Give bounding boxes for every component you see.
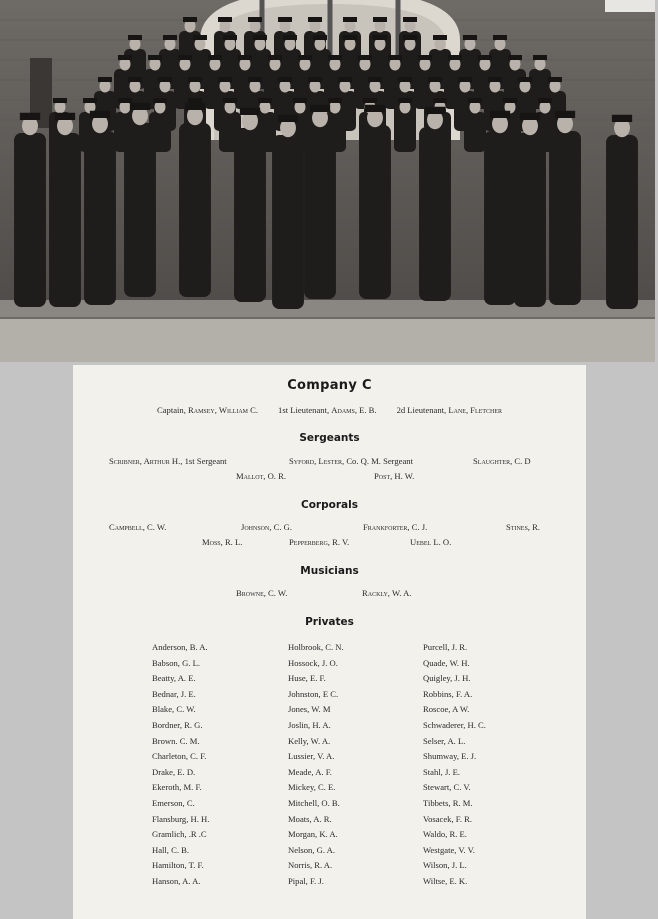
private-entry: Quigley, J. H.	[423, 673, 471, 684]
private-entry: Johnston, E C.	[288, 688, 339, 699]
private-entry: Morgan, K. A.	[288, 829, 338, 840]
private-entry: Brown. C. M.	[152, 735, 200, 746]
private-entry: Jones, W. M	[288, 704, 331, 715]
corporal-entry: Frankforter, C. J.	[363, 522, 428, 532]
cadet-figure	[419, 107, 451, 301]
private-entry: Flansburg, H. H.	[152, 813, 210, 824]
cadet-figure	[514, 113, 546, 307]
officer-rank: 1st Lieutenant,	[278, 405, 330, 415]
private-entry: Emerson, C.	[152, 797, 195, 808]
company-photograph	[0, 0, 655, 362]
private-entry: Meade, A. F.	[288, 766, 332, 777]
private-entry: Selser, A. L.	[423, 735, 466, 746]
private-entry: Vosacek, F. R.	[423, 813, 473, 824]
private-entry: Pipal, F. J.	[288, 875, 324, 886]
sergeant-role: Co. Q. M. Sergeant	[346, 456, 413, 466]
cadet-figure	[484, 111, 516, 305]
private-entry: Moats, A. R.	[288, 813, 332, 824]
private-entry: Drake, E. D.	[152, 766, 196, 777]
private-entry: Anderson, B. A.	[152, 642, 208, 652]
private-entry: Joslin, H. A.	[288, 719, 331, 730]
private-entry: Quade, W. H.	[423, 657, 470, 668]
private-entry: Huse, E. F.	[288, 673, 326, 684]
private-entry: Beatty, A. E.	[152, 673, 196, 684]
private-entry: Bednar, J. E.	[152, 688, 196, 699]
private-entry: Hanson, A. A.	[152, 875, 201, 886]
cadet-figure	[14, 113, 46, 307]
cadet-figure	[84, 111, 116, 305]
cadet-figure	[549, 111, 581, 305]
officer-2d-lieutenant	[397, 405, 502, 415]
corporal-entry: Stines, R.	[506, 522, 540, 532]
privates-column-3	[423, 640, 486, 890]
sergeants-heading: Sergeants	[299, 432, 360, 444]
officers-row	[73, 405, 586, 415]
sergeant-name: Syford, Lester,	[289, 456, 345, 466]
private-entry: Gramlich, .R .C	[152, 829, 207, 840]
privates-column-2	[288, 640, 344, 890]
corporal-entry: Pepperberg, R. V.	[289, 537, 350, 547]
private-entry: Holbrook, C. N.	[288, 642, 344, 652]
private-entry: Shumway, E. J.	[423, 751, 477, 762]
corporal-entry: Campbell, C. W.	[109, 522, 167, 532]
cadet-figure	[272, 115, 304, 309]
sergeant-entry	[109, 456, 227, 466]
officer-rank: 2d Lieutenant,	[396, 405, 447, 415]
private-entry: Mitchell, O. B.	[288, 797, 340, 808]
officer-name: Lane, Fletcher	[448, 405, 503, 415]
private-entry: Wilson, J. L.	[423, 860, 467, 871]
private-entry: Hamilton, T. F.	[152, 860, 204, 871]
corporal-entry: Uebel L. O.	[410, 537, 452, 547]
sergeant-entry	[289, 456, 413, 466]
private-entry: Hall, C. B.	[152, 844, 190, 855]
private-entry: Charleton, C. F.	[152, 751, 207, 762]
private-entry: Stewart, C. V.	[423, 782, 471, 793]
private-entry: Blake, C. W.	[152, 704, 196, 715]
cadet-figure	[606, 115, 638, 309]
private-entry: Nelson, G. A.	[288, 844, 336, 855]
private-entry: Bordner, R. G.	[152, 719, 203, 730]
officer-captain	[157, 405, 258, 415]
private-entry: Tibbets, R. M.	[423, 797, 473, 808]
photograph-drawing	[0, 0, 655, 362]
musician-entry: Browne, C. W.	[236, 588, 288, 598]
sergeant-entry: Post, H. W.	[374, 471, 415, 481]
private-entry: Westgate, V. V.	[423, 844, 475, 855]
private-entry: Purcell, J. R.	[423, 642, 468, 652]
cadet-figure	[124, 103, 156, 297]
officer-1st-lieutenant	[278, 405, 377, 415]
roster-page	[73, 365, 586, 919]
musicians-heading: Musicians	[300, 565, 359, 577]
private-entry: Ekeroth, M. F.	[152, 782, 202, 793]
private-entry: Hossock, J. O.	[288, 657, 338, 668]
sergeant-name: Scribner, Arthur H.,	[109, 456, 183, 466]
officer-name: Ramsey, William C.	[188, 405, 259, 415]
private-entry: Kelly, W. A.	[288, 735, 331, 746]
musician-entry: Rackly, W. A.	[362, 588, 412, 598]
company-title: Company C	[287, 378, 372, 393]
private-entry: Babson, G. L.	[152, 657, 200, 668]
private-entry: Schwaderer, H. C.	[423, 719, 486, 730]
private-entry: Mickey, C. E.	[288, 782, 336, 793]
privates-column-1	[152, 640, 209, 890]
cadet-figure	[234, 108, 266, 302]
officer-name: Adams, E. B.	[331, 405, 377, 415]
private-entry: Stahl, J. E.	[423, 766, 461, 777]
cadet-figure	[179, 103, 211, 297]
sergeant-entry: Mallot, O. R.	[236, 471, 286, 481]
corporal-entry: Moss, R. L.	[202, 537, 243, 547]
sergeant-role: 1st Sergeant	[184, 456, 227, 466]
private-entry: Lussier, V. A.	[288, 751, 335, 762]
private-entry: Roscoe, A W.	[423, 704, 470, 715]
private-entry: Wiltse, E. K.	[423, 875, 468, 886]
corporal-entry: Johnson, C. G.	[241, 522, 293, 532]
private-entry: Waldo, R. E.	[423, 829, 467, 840]
private-entry: Robbins, F. A.	[423, 688, 473, 699]
cadet-figure	[359, 105, 391, 299]
cadet-figure	[49, 113, 81, 307]
sergeant-entry: Slaughter, C. D	[473, 456, 531, 466]
officer-rank: Captain,	[156, 405, 186, 415]
cadet-figure	[304, 105, 336, 299]
corporals-heading: Corporals	[301, 499, 358, 511]
privates-heading: Privates	[305, 616, 354, 628]
private-entry: Norris, R. A.	[288, 860, 333, 871]
